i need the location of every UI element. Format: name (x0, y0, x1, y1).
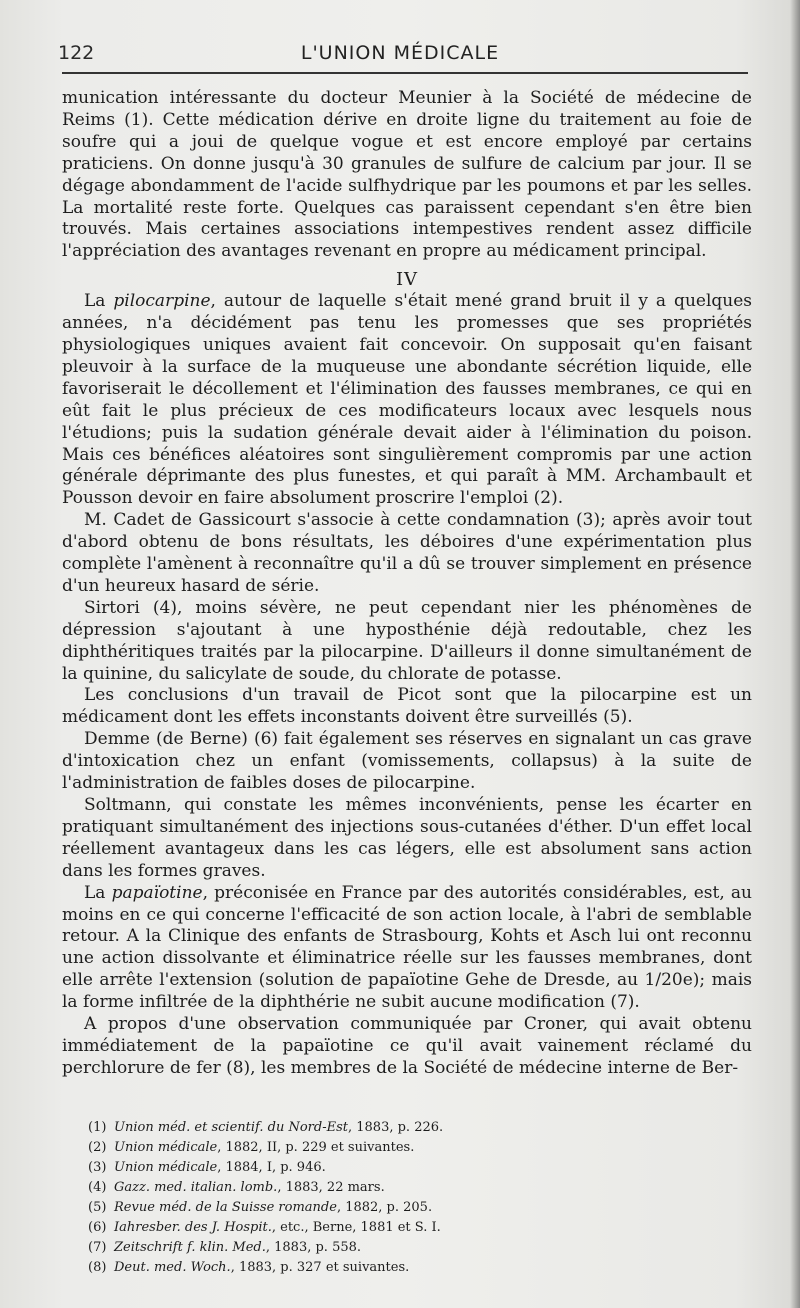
paragraph (62, 883, 752, 1014)
paragraph (62, 510, 752, 598)
footnote-source: Iahresber. des J. Hospit. (114, 1220, 272, 1235)
footnote-detail: , 1883, p. 558. (265, 1240, 362, 1255)
footnote-detail: , 1883, p. 327 et suivantes. (230, 1260, 410, 1275)
paragraph-text: Sirtori (4), moins sévère, ne peut cependant nier les phénomènes de dépression s'ajoutant à une hyposthénie déjà redoutable, chez les diphthéritiques traités par la pilocarpine. D'ailleurs il donne simultanément de la quinine, du salicylate de soude, du chlorate de potasse. (62, 597, 752, 684)
footnote-number: (7) (88, 1240, 107, 1255)
footnote-source: Union médicale (114, 1140, 218, 1155)
drug-name: papaïotine (111, 882, 203, 903)
footnote (88, 1238, 748, 1258)
footnote-number: (6) (88, 1220, 107, 1235)
footnote (88, 1138, 748, 1158)
header-rule (62, 72, 748, 74)
footnote (88, 1218, 748, 1238)
paragraph-text: Soltmann, qui constate les mêmes inconvénients, pense les écarter en pratiquant simultanément des injections sous-cutanées d'éther. D'un effet local réellement avantageux dans les cas légers, elle est absolument sans action dans les formes graves. (62, 795, 752, 881)
footnote-detail: , 1884, I, p. 946. (217, 1160, 326, 1175)
paragraph-text: Les conclusions d'un travail de Picot sont que la pilocarpine est un médicament dont les effets inconstants doivent être surveillés (5). (62, 685, 752, 728)
footnote-number: (4) (88, 1180, 107, 1195)
footnote (88, 1118, 748, 1138)
footnotes (88, 1118, 748, 1278)
footnote-source: Gazz. med. italian. lomb. (114, 1180, 278, 1195)
footnote-detail: , 1883, p. 226. (348, 1120, 444, 1135)
footnote-number: (8) (88, 1260, 107, 1275)
paragraph-text: Demme (de Berne) (6) fait également ses réserves en signalant un cas grave d'intoxication chez un enfant (vomissements, collapsus) à la suite de l'administration de faibles doses de pilocarpine. (62, 729, 752, 794)
footnote-source: Revue méd. de la Suisse romande (114, 1200, 337, 1215)
paragraph-text: La (84, 882, 112, 903)
footnote-number: (1) (88, 1120, 107, 1135)
paragraph-text: , autour de laquelle s'était mené grand bruit il y a quelques années, n'a décidément pas tenu les promesses que ses propriétés physiologiques uniques avaient fait concevoir. On supposait qu'en faisant pleuvoir à la surface de la muqueuse une abondante sécrétion liquide, elle favoriserait le décollement et l'élimination des fausses membranes, ce qui en eût fait le plus précieux de ces modificateurs locaux avec lesquels nous l'étudions; puis la sudation générale devait aider à l'élimination du poison. Mais ces bénéfices aléatoires sont singulièrement compromis par une action générale déprimante des plus funestes, et qui paraît à MM. Archambault et Pousson devoir en faire absolument proscrire l'emploi (2). (62, 291, 753, 509)
footnote-detail: , 1882, p. 205. (336, 1200, 433, 1215)
paragraph (62, 729, 752, 795)
footnote-detail: , 1882, II, p. 229 et suivantes. (217, 1140, 415, 1155)
footnote-detail: , etc., Berne, 1881 et S. I. (271, 1220, 441, 1235)
paragraph-text: munication intéressante du docteur Meunier à la Société de médecine de Reims (1). Cette médication dérive en droite ligne du traitement au foie de soufre qui a joui de quelque vogue et est encore employé par certains praticiens. On donne jusqu'à 30 granules de sulfure de calcium par jour. Il se dégage abondamment de l'acide sulfhydrique par les poumons et par les selles. La mortalité reste forte. Quelques cas paraissent cependant s'en être bien trouvés. Mais certaines associations intempestives rendent assez difficile l'appréciation des avantages revenant en propre au médicament principal. (62, 88, 752, 262)
footnote-source: Union méd. et scientif. du Nord-Est (114, 1120, 348, 1135)
footnote-number: (2) (88, 1140, 107, 1155)
page-number: 122 (58, 42, 95, 64)
page-edge-shadow (790, 0, 800, 1308)
paragraph-text: A propos d'une observation communiquée par Croner, qui avait obtenu immédiatement de la papaïotine ce qu'il avait vainement réclamé du perchlorure de fer (8), les membres de la Société de médecine interne de Ber- (62, 1014, 752, 1078)
paragraph-text: La (84, 291, 114, 312)
footnote (88, 1158, 748, 1178)
paragraph (62, 598, 752, 686)
footnote-source: Deut. med. Woch. (114, 1260, 231, 1275)
paragraph-text: , préconisée en France par des autorités considérables, est, au moins en ce qui concerne l'efficacité de son action locale, à l'abri de semblable retour. A la Clinique des enfants de Strasbourg, Kohts et Asch lui ont reconnu une action dissolvante et éliminatrice réelle sur les fausses membranes, dont elle arrête l'extension (solution de papaïotine Gehe de Dresde, au 1/20e); mais la forme infiltrée de la diphthérie ne subit aucune modification (7). (62, 882, 752, 1013)
running-title: L'UNION MÉDICALE (300, 42, 500, 64)
footnote-number: (3) (88, 1160, 107, 1175)
footnote-detail: , 1883, 22 mars. (277, 1180, 385, 1195)
paragraph (62, 88, 752, 263)
paragraph (62, 1014, 752, 1080)
footnote-number: (5) (88, 1200, 107, 1215)
paragraph (62, 291, 752, 510)
paragraph-group-1 (62, 88, 752, 263)
paragraph-group-2 (62, 291, 752, 1080)
footnote-source: Union médicale (114, 1160, 218, 1175)
paragraph (62, 685, 752, 729)
footnote (88, 1178, 748, 1198)
footnote-source: Zeitschrift f. klin. Med. (114, 1240, 266, 1255)
drug-name: pilocarpine (113, 291, 211, 312)
paragraph-text: M. Cadet de Gassicourt s'associe à cette condamnation (3); après avoir tout d'abord obtenu de bons résultats, les déboires d'une expérimentation plus complète l'amènent à reconnaître qu'il a dû se trouver simplement en présence d'un heureux hasard de série. (62, 510, 752, 596)
paragraph (62, 795, 752, 883)
section-heading: IV (395, 269, 419, 291)
footnote (88, 1258, 748, 1278)
footnote (88, 1198, 748, 1218)
body-text (62, 88, 752, 1080)
